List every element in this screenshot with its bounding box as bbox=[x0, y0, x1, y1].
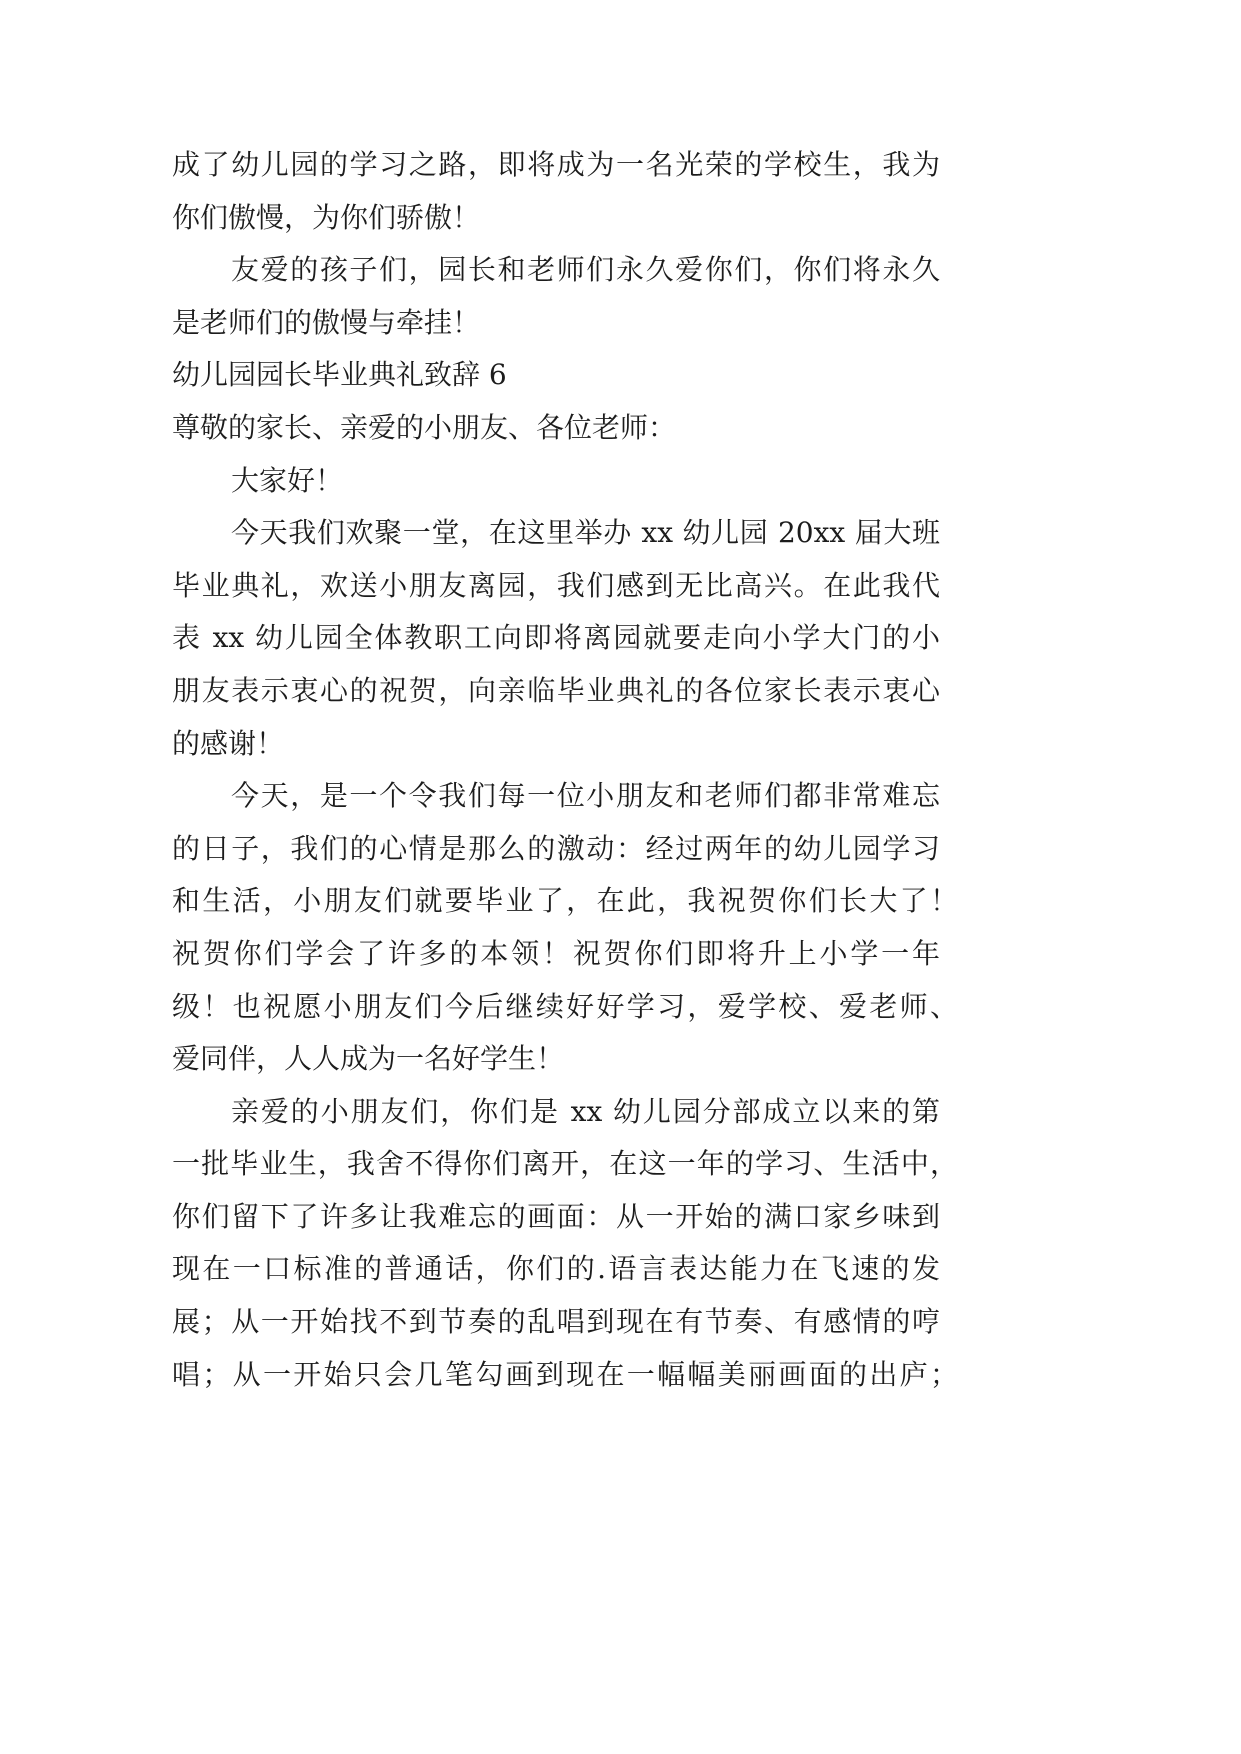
paragraph-first-line: 亲爱的小朋友们，你们是 xx 幼儿园分部成立以来的第 bbox=[231, 1094, 940, 1128]
text-line: 你们留下了许多让我难忘的画面：从一开始的满口家乡味到 bbox=[172, 1199, 940, 1233]
text-line: 现在一口标准的普通话，你们的.语言表达能力在飞速的发 bbox=[172, 1252, 940, 1286]
paragraph-first-line: 友爱的孩子们，园长和老师们永久爱你们，你们将永久 bbox=[231, 253, 940, 287]
text-line: 你们傲慢，为你们骄傲！ bbox=[172, 200, 481, 234]
paragraph-first-line: 今天，是一个令我们每一位小朋友和老师们都非常难忘 bbox=[231, 779, 940, 813]
document-body bbox=[172, 139, 962, 1401]
text-line: 展；从一开始找不到节奏的乱唱到现在有节奏、有感情的哼 bbox=[172, 1305, 940, 1339]
text-line: 一批毕业生，我舍不得你们离开，在这一年的学习、生活中， bbox=[172, 1147, 958, 1181]
text-line: 成了幼儿园的学习之路，即将成为一名光荣的学校生，我为 bbox=[172, 148, 940, 181]
section-heading: 幼儿园园长毕业典礼致辞 6 bbox=[172, 358, 507, 392]
salutation: 尊敬的家长、亲爱的小朋友、各位老师： bbox=[172, 410, 677, 444]
paragraph-first-line: 今天我们欢聚一堂，在这里举办 xx 幼儿园 20xx 届大班 bbox=[231, 516, 940, 550]
text-line: 祝贺你们学会了许多的本领！祝贺你们即将升上小学一年 bbox=[172, 936, 940, 970]
greeting: 大家好！ bbox=[231, 463, 344, 497]
text-line: 级！也祝愿小朋友们今后继续好好学习，爱学校、爱老师、 bbox=[172, 989, 958, 1023]
text-line: 的日子，我们的心情是那么的激动：经过两年的幼儿园学习 bbox=[172, 831, 940, 865]
text-line: 唱；从一开始只会几笔勾画到现在一幅幅美丽画面的出庐； bbox=[172, 1357, 958, 1391]
text-line: 和生活，小朋友们就要毕业了，在此，我祝贺你们长大了！ bbox=[172, 884, 958, 918]
text-line: 的感谢！ bbox=[172, 726, 285, 760]
text-line: 爱同伴，人人成为一名好学生！ bbox=[172, 1042, 565, 1076]
text-line: 毕业典礼，欢送小朋友离园，我们感到无比高兴。在此我代 bbox=[172, 568, 940, 602]
text-line: 朋友表示衷心的祝贺，向亲临毕业典礼的各位家长表示衷心 bbox=[172, 673, 940, 707]
text-line: 是老师们的傲慢与牵挂！ bbox=[172, 305, 481, 339]
text-line: 表 xx 幼儿园全体教职工向即将离园就要走向小学大门的小 bbox=[172, 621, 940, 655]
